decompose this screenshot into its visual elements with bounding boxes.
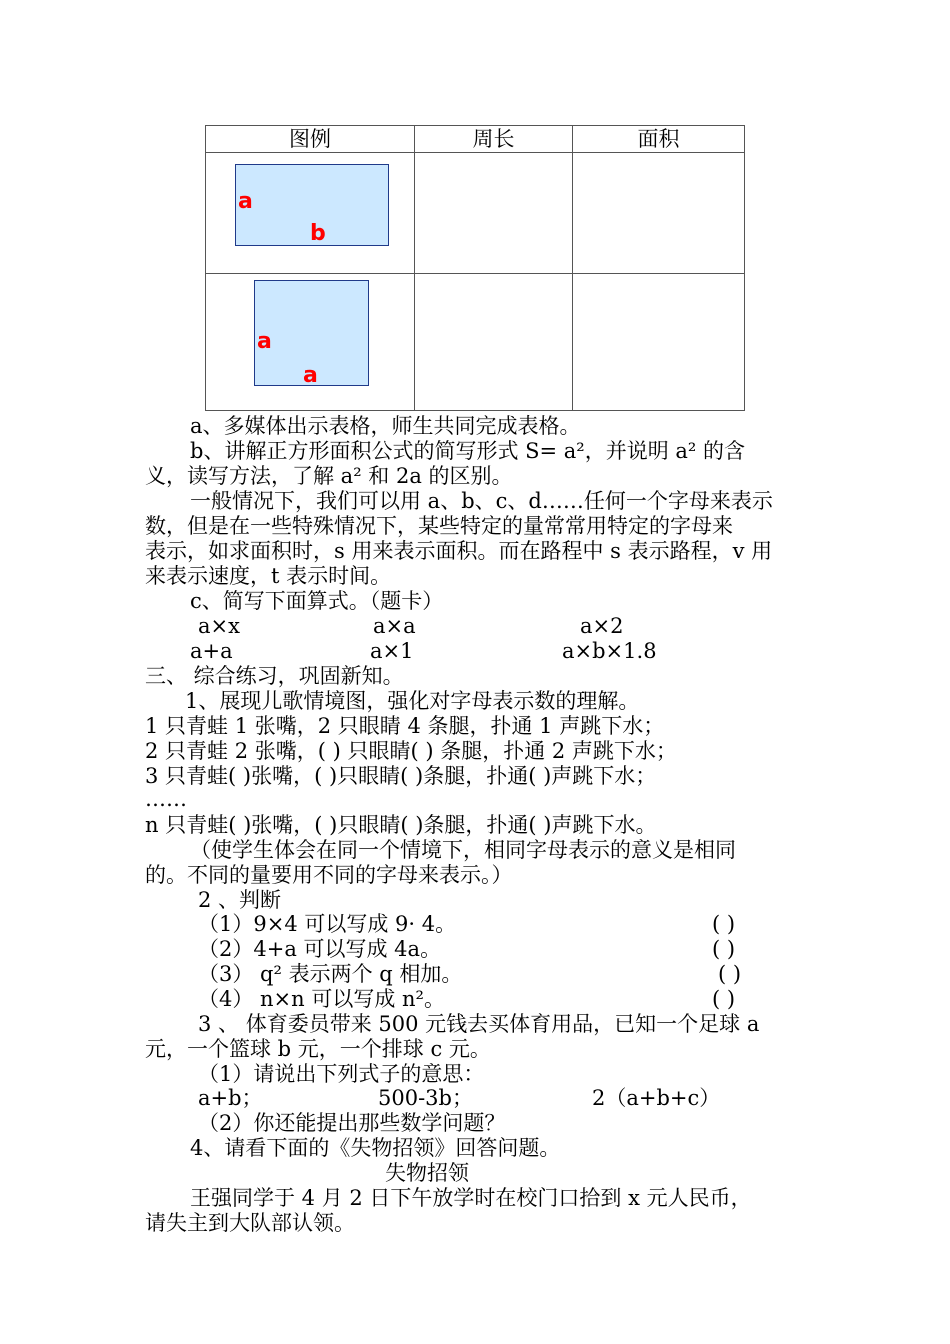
text-line: （2）你还能提出那些数学问题？ <box>198 1111 506 1135</box>
expression: a×2 <box>580 614 624 638</box>
text-line: 1、展现儿歌情境图，强化对字母表示数的理解。 <box>185 689 640 713</box>
rectangle-side-b-label: b <box>310 221 326 246</box>
text-line: 一般情况下，我们可以用 a、b、c、d……任何一个字母来表示 <box>190 489 773 513</box>
header-legend: 图例 <box>206 126 415 153</box>
section-heading: 三、 综合练习，巩固新知。 <box>145 664 404 688</box>
judge-item: （4） n×n 可以写成 n²。 <box>198 987 445 1011</box>
text-line: 王强同学于 4 月 2 日下午放学时在校门口拾到 x 元人民币， <box>190 1186 752 1210</box>
text-line: 3 、 体育委员带来 500 元钱去买体育用品，已知一个足球 a <box>198 1012 760 1036</box>
judge-answer-bracket[interactable]: ( ) <box>712 987 736 1011</box>
text-line: （1）请说出下列式子的意思： <box>198 1062 485 1086</box>
expression: a+a <box>190 639 233 663</box>
text-line: c、简写下面算式。（题卡） <box>190 589 444 613</box>
expression: a×a <box>373 614 416 638</box>
square-area-cell[interactable] <box>573 274 745 411</box>
judge-item: （1）9×4 可以写成 9· 4。 <box>198 912 457 936</box>
figure-table <box>205 125 745 411</box>
square-figure-cell <box>206 274 415 411</box>
square-row <box>206 274 745 411</box>
text-line: 2 、判断 <box>198 888 282 912</box>
text-line: …… <box>145 787 187 811</box>
text-line: 表示，如求面积时，s 用来表示面积。而在路程中 s 表示路程，v 用 <box>145 539 773 563</box>
expression: 2（a+b+c） <box>592 1086 721 1110</box>
text-line: 3 只青蛙( )张嘴，( )只眼睛( )条腿，扑通( )声跳下水； <box>145 764 657 788</box>
judge-item: （2）4+a 可以写成 4a。 <box>198 937 442 961</box>
expression: a×x <box>198 614 240 638</box>
rectangle-row <box>206 153 745 274</box>
text-line: 数，但是在一些特殊情况下，某些特定的量常常用特定的字母来 <box>145 514 733 538</box>
expression: a×b×1.8 <box>562 639 657 663</box>
text-line: 来表示速度，t 表示时间。 <box>145 564 392 588</box>
text-line: n 只青蛙( )张嘴，( )只眼睛( )条腿，扑通( )声跳下水。 <box>145 813 657 837</box>
header-area: 面积 <box>573 126 745 153</box>
text-line: 的。不同的量要用不同的字母来表示。） <box>145 863 513 887</box>
notice-title: 失物招领 <box>385 1161 469 1185</box>
text-line: 元，一个篮球 b 元，一个排球 c 元。 <box>145 1037 491 1061</box>
rectangle-figure-cell <box>206 153 415 274</box>
text-line: 请失主到大队部认领。 <box>145 1211 355 1235</box>
text-line: 1 只青蛙 1 张嘴，2 只眼睛 4 条腿，扑通 1 声跳下水； <box>145 714 665 738</box>
judge-answer-bracket[interactable]: ( ) <box>712 937 736 961</box>
rectangle-perimeter-cell[interactable] <box>415 153 573 274</box>
expression: a×1 <box>370 639 414 663</box>
expression: a+b； <box>198 1086 263 1110</box>
square-perimeter-cell[interactable] <box>415 274 573 411</box>
rectangle-area-cell[interactable] <box>573 153 745 274</box>
table-header-row <box>206 126 745 153</box>
text-line: 4、请看下面的《失物招领》回答问题。 <box>190 1136 561 1160</box>
expression: 500-3b； <box>378 1086 473 1110</box>
text-line: 义，读写方法，了解 a² 和 2a 的区别。 <box>145 464 513 488</box>
text-line: b、讲解正方形面积公式的简写形式 S= a²，并说明 a² 的含 <box>190 439 746 463</box>
square-side-a-label: a <box>257 329 272 354</box>
rectangle-side-a-label: a <box>238 189 253 214</box>
judge-answer-bracket[interactable]: ( ) <box>718 962 742 986</box>
text-line: 2 只青蛙 2 张嘴，( ) 只眼睛( ) 条腿，扑通 2 声跳下水； <box>145 739 677 763</box>
judge-item: （3） q² 表示两个 q 相加。 <box>198 962 463 986</box>
square-side-a-bottom-label: a <box>303 363 318 388</box>
text-line: a、多媒体出示表格，师生共同完成表格。 <box>190 414 581 438</box>
judge-answer-bracket[interactable]: ( ) <box>712 912 736 936</box>
text-line: （使学生体会在同一个情境下，相同字母表示的意义是相同 <box>190 838 736 862</box>
header-perimeter: 周长 <box>415 126 573 153</box>
